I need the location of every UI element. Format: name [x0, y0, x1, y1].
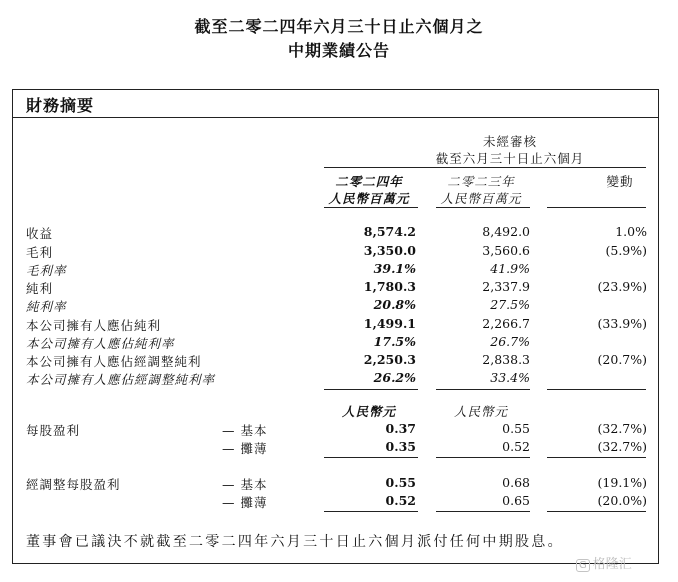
value-2023: 2,266.7 — [482, 316, 530, 331]
row-label: 純利 — [26, 281, 54, 296]
eps-label: 每股盈利 — [26, 423, 81, 438]
dividend-statement: 董事會已議決不就截至二零二四年六月三十日止六個月派付任何中期股息。 — [26, 534, 564, 550]
value-2024: 2,250.3 — [363, 352, 416, 367]
eps-end-rule-change — [547, 457, 646, 458]
value-2024: 17.5% — [373, 334, 416, 349]
value-2023: 33.4% — [490, 370, 530, 385]
row-label: 毛利率 — [26, 263, 67, 278]
main-end-rule-2023 — [436, 389, 530, 390]
header-unaudited: 未經審核 — [482, 134, 537, 149]
watermark-logo-icon: G — [576, 559, 590, 572]
row-label: 收益 — [26, 226, 54, 241]
adj-eps-basic-label: — 基本 — [222, 477, 268, 492]
value-2024: 1,780.3 — [363, 279, 416, 294]
adj-eps-end-rule-change — [547, 511, 646, 512]
value-2024: 26.2% — [373, 370, 416, 385]
row-label: 本公司擁有人應佔純利 — [26, 318, 162, 333]
value-2023: 26.7% — [490, 334, 530, 349]
value-2023: 8,492.0 — [482, 224, 530, 239]
eps-diluted-2024: 0.35 — [385, 439, 416, 454]
header-unit-2024: 人民幣百萬元 — [328, 191, 410, 206]
eps-basic-change: (32.7%) — [597, 421, 647, 436]
col-rule-change — [547, 207, 646, 208]
row-label: 本公司擁有人應佔純利率 — [26, 336, 175, 351]
eps-diluted-change: (32.7%) — [597, 439, 647, 454]
section-divider — [13, 117, 658, 118]
value-change: (33.9%) — [597, 316, 647, 331]
header-rule — [324, 167, 646, 168]
value-2023: 2,838.3 — [482, 352, 530, 367]
eps-basic-2023: 0.55 — [502, 421, 530, 436]
header-year-2023: 二零二三年 — [447, 174, 515, 189]
col-rule-2023 — [436, 207, 530, 208]
header-period: 截至六月三十日止六個月 — [435, 151, 585, 166]
value-2023: 27.5% — [490, 297, 530, 312]
document-subtitle: 中期業績公告 — [287, 41, 390, 60]
header-year-2024: 二零二四年 — [335, 174, 403, 189]
adj-eps-end-rule-2024 — [324, 511, 418, 512]
value-2024: 1,499.1 — [363, 316, 416, 331]
document-title: 截至二零二四年六月三十日止六個月之 — [194, 17, 484, 36]
value-change: 1.0% — [615, 224, 647, 239]
col-rule-2024 — [324, 207, 418, 208]
eps-unit-2024: 人民幣元 — [341, 404, 396, 419]
value-change: (20.7%) — [597, 352, 647, 367]
adj-eps-diluted-label: — 攤薄 — [222, 495, 268, 510]
value-2023: 3,560.6 — [482, 243, 530, 258]
row-label: 本公司擁有人應佔經調整純利率 — [26, 372, 216, 387]
main-end-rule-2024 — [324, 389, 418, 390]
value-change: (23.9%) — [597, 279, 647, 294]
adj-eps-diluted-2023: 0.65 — [502, 493, 530, 508]
row-label: 本公司擁有人應佔經調整純利 — [26, 354, 202, 369]
eps-end-rule-2024 — [324, 457, 418, 458]
section-heading: 財務摘要 — [26, 96, 95, 115]
main-end-rule-change — [547, 389, 646, 390]
watermark-text: 格隆汇 — [592, 557, 632, 572]
eps-basic-label: — 基本 — [222, 423, 268, 438]
eps-unit-2023: 人民幣元 — [453, 404, 508, 419]
eps-basic-2024: 0.37 — [385, 421, 416, 436]
adj-eps-basic-2024: 0.55 — [385, 475, 416, 490]
adj-eps-basic-2023: 0.68 — [502, 475, 530, 490]
value-change: (5.9%) — [605, 243, 647, 258]
value-2024: 39.1% — [373, 261, 416, 276]
adj-eps-basic-change: (19.1%) — [597, 475, 647, 490]
value-2024: 20.8% — [373, 297, 416, 312]
eps-diluted-2023: 0.52 — [502, 439, 530, 454]
adj-eps-label: 經調整每股盈利 — [26, 477, 121, 492]
eps-end-rule-2023 — [436, 457, 530, 458]
value-2024: 3,350.0 — [363, 243, 416, 258]
row-label: 純利率 — [26, 299, 67, 314]
eps-diluted-label: — 攤薄 — [222, 441, 268, 456]
adj-eps-end-rule-2023 — [436, 511, 530, 512]
value-2024: 8,574.2 — [363, 224, 416, 239]
row-label: 毛利 — [26, 245, 54, 260]
adj-eps-diluted-2024: 0.52 — [385, 493, 416, 508]
header-change: 變動 — [606, 174, 634, 189]
adj-eps-diluted-change: (20.0%) — [597, 493, 647, 508]
header-unit-2023: 人民幣百萬元 — [440, 191, 522, 206]
watermark — [576, 553, 632, 572]
value-2023: 41.9% — [490, 261, 530, 276]
value-2023: 2,337.9 — [482, 279, 530, 294]
